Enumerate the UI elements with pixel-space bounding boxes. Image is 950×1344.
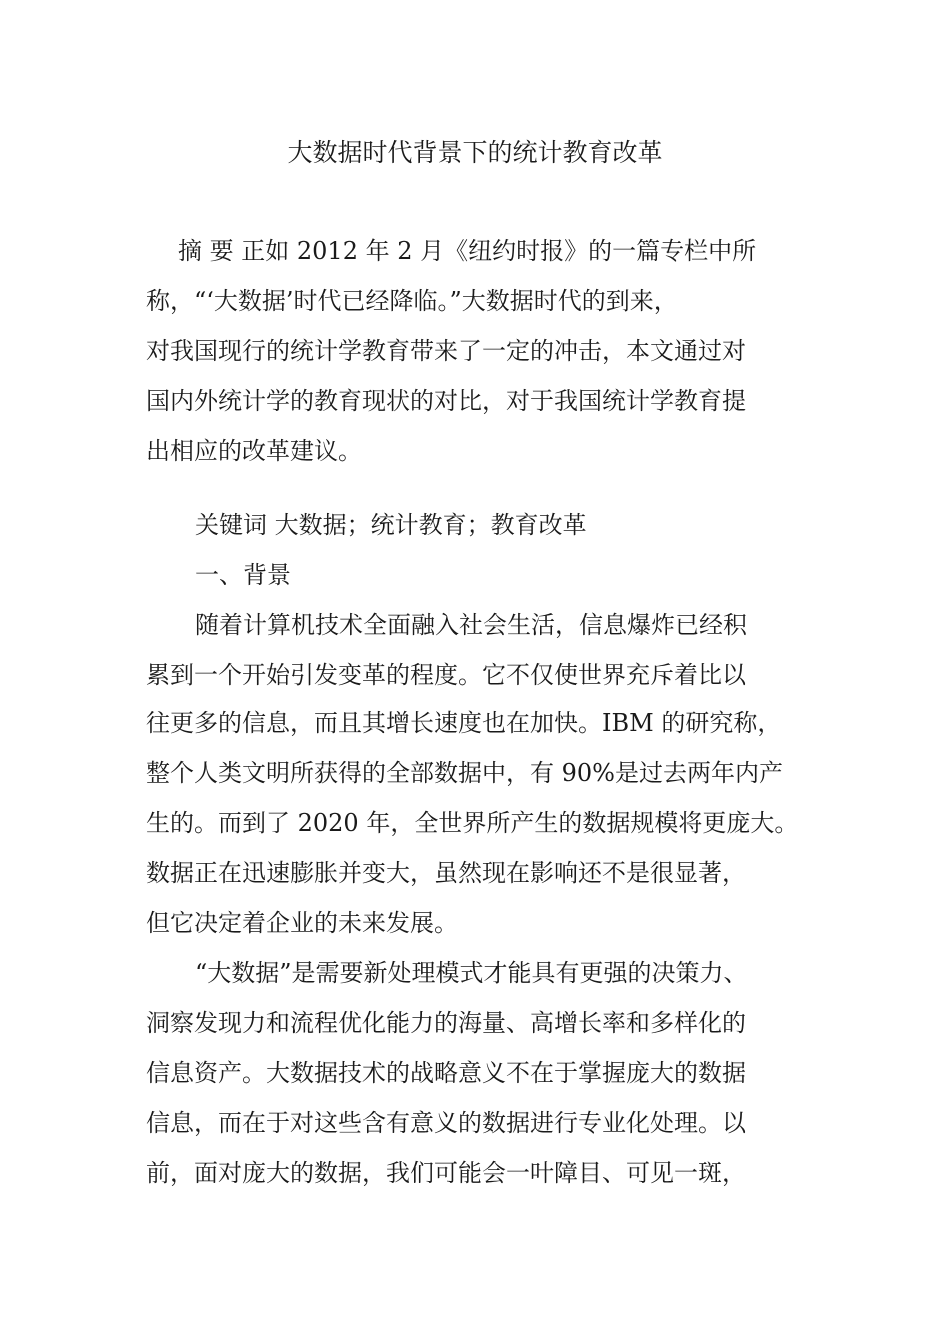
paragraph-line: “大数据”是需要新处理模式才能具有更强的决策力、 [195,959,748,987]
paragraph-line: 前，面对庞大的数据，我们可能会一叶障目、可见一斑， [146,1159,746,1187]
paragraph-line: 数据正在迅速膨胀并变大，虽然现在影响还不是很显著， [146,859,746,887]
abstract-line: 摘 要 正如 2012 年 2 月《纽约时报》的一篇专栏中所 [178,237,757,265]
paragraph-line: 随着计算机技术全面融入社会生活，信息爆炸已经积 [195,611,747,639]
paragraph-line: 信息，而在于对这些含有意义的数据进行专业化处理。以 [146,1109,746,1137]
document-title: 大数据时代背景下的统计教育改革 [287,138,663,167]
paragraph-line: 洞察发现力和流程优化能力的海量、高增长率和多样化的 [146,1009,746,1037]
paragraph-line: 生的。而到了 2020 年，全世界所产生的数据规模将更庞大。 [146,809,799,837]
paragraph-line: 信息资产。大数据技术的战略意义不在于掌握庞大的数据 [146,1059,746,1087]
paragraph-line: 整个人类文明所获得的全部数据中，有 90%是过去两年内产 [146,759,783,787]
paragraph-line: 累到一个开始引发变革的程度。它不仅使世界充斥着比以 [146,661,746,689]
abstract-line: 出相应的改革建议。 [146,437,362,465]
paragraph-line: 但它决定着企业的未来发展。 [146,909,458,937]
abstract-line: 称，“‘大数据’时代已经降临。”大数据时代的到来， [146,287,678,315]
paragraph-line: 往更多的信息，而且其增长速度也在加快。IBM 的研究称， [146,709,782,737]
abstract-line: 国内外统计学的教育现状的对比，对于我国统计学教育提 [146,387,746,415]
abstract-line: 对我国现行的统计学教育带来了一定的冲击，本文通过对 [146,337,746,365]
keywords-line: 关键词 大数据；统计教育；教育改革 [195,511,587,539]
section-heading: 一、背景 [195,561,291,589]
